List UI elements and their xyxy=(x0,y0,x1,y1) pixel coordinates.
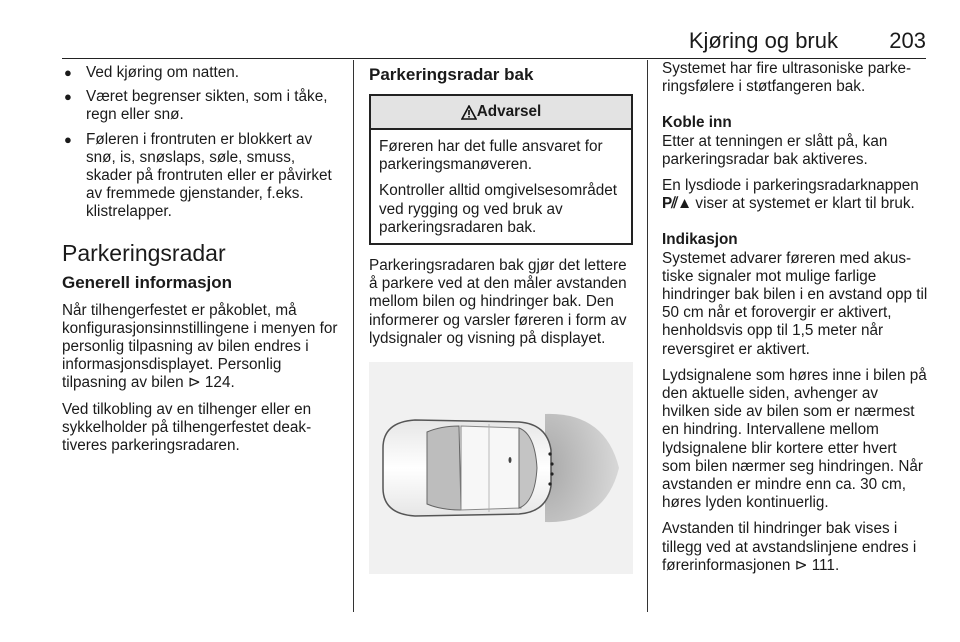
koble-inn-heading: Koble inn xyxy=(662,114,732,132)
column-2 xyxy=(369,60,633,574)
section-title: Parkeringsradar xyxy=(62,239,226,266)
paragraph: Når tilhengerfestet er påkoblet, må konfigurasjonsinnstillingene i menyen for personlig tilpasning av bilen endres i informasjonsdisplayet. Personlig tilpasning av bilen ⊳ 124. xyxy=(62,301,338,392)
warning-body xyxy=(371,130,631,243)
list-item: ● Ved kjøring om natten. xyxy=(62,64,340,82)
text-fragment: En lysdiode i parkeringsradarknappen xyxy=(662,177,919,195)
column-divider xyxy=(647,60,648,612)
car-illustration-icon xyxy=(369,362,633,574)
column-3 xyxy=(662,60,928,583)
paragraph: Systemet advarer føreren med akustiske signaler mot mulige farlige hindringer bak bilen i en avstand opp til 50 cm når et forovergir er aktivert, henholdsvis opp til 1,5 meter når reversgiret er aktivert. xyxy=(662,249,928,358)
paragraph: Parkeringsradaren bak gjør det lettere å parkere ved at den måler avstanden mellom bilen og hindringer bak. Den informerer og varsler føreren i form av lydsignaler og visning på displayet. xyxy=(369,257,627,347)
car-sensor-illustration xyxy=(369,362,633,574)
paragraph: Etter at tenningen er slått på, kan parkeringsradar bak aktiveres. xyxy=(662,132,888,168)
column-divider xyxy=(353,60,354,612)
parking-radar-icon: P⫽▲ xyxy=(662,195,692,213)
paragraph: Lydsignalene som høres inne i bilen på den aktuelle siden, avhenger av hvilken side av bilen som er nærmest en hindring. Intervallene mellom lydsignalene blir kortere etter hvert som bilen nærmer seg hindringen. Når avstanden er mindre enn ca. 30 cm, høres lyden kontinuerlig. xyxy=(662,366,927,512)
header-divider xyxy=(62,58,926,59)
column-1 xyxy=(62,60,340,463)
paragraph: Systemet har fire ultrasoniske parkeringsfølere i støtfangeren bak. xyxy=(662,60,912,96)
warning-text: Kontroller alltid omgivelsesområdet ved rygging og ved bruk av parkeringsradaren bak. xyxy=(379,182,618,236)
section-heading: Parkeringsradar bak xyxy=(369,65,534,84)
warning-title: Advarsel xyxy=(476,102,542,120)
bullet-list xyxy=(62,64,340,222)
list-item: ● Føleren i frontruten er blokkert av snø, is, snøslaps, søle, smuss, skader på frontruten eller er påvirket av fremmede gjenstander, f.eks. klistrelapper. xyxy=(62,131,340,222)
paragraph xyxy=(662,177,928,213)
paragraph: Avstanden til hindringer bak vises i tillegg ved at avstandslinjene endres i førerinformasjonen ⊳ 111. xyxy=(662,520,917,574)
page-header xyxy=(0,28,926,58)
warning-header xyxy=(371,96,631,130)
paragraph: Ved tilkobling av en tilhenger eller en sykkelholder på tilhengerfestet deaktiveres parkeringsradaren. xyxy=(62,400,312,455)
indikasjon-heading: Indikasjon xyxy=(662,231,738,249)
subsection-title: Generell informasjon xyxy=(62,272,233,292)
warning-text: Føreren har det fulle ansvaret for parkeringsmanøveren. xyxy=(379,138,603,174)
page-number: 203 xyxy=(889,28,926,53)
chapter-title: Kjøring og bruk xyxy=(688,28,838,53)
warning-triangle-icon xyxy=(461,105,477,120)
text-fragment: viser at systemet er klart til bruk. xyxy=(691,195,915,213)
list-item: ● Været begrenser sikten, som i tåke, regn eller snø. xyxy=(62,88,340,124)
warning-box xyxy=(369,94,633,245)
